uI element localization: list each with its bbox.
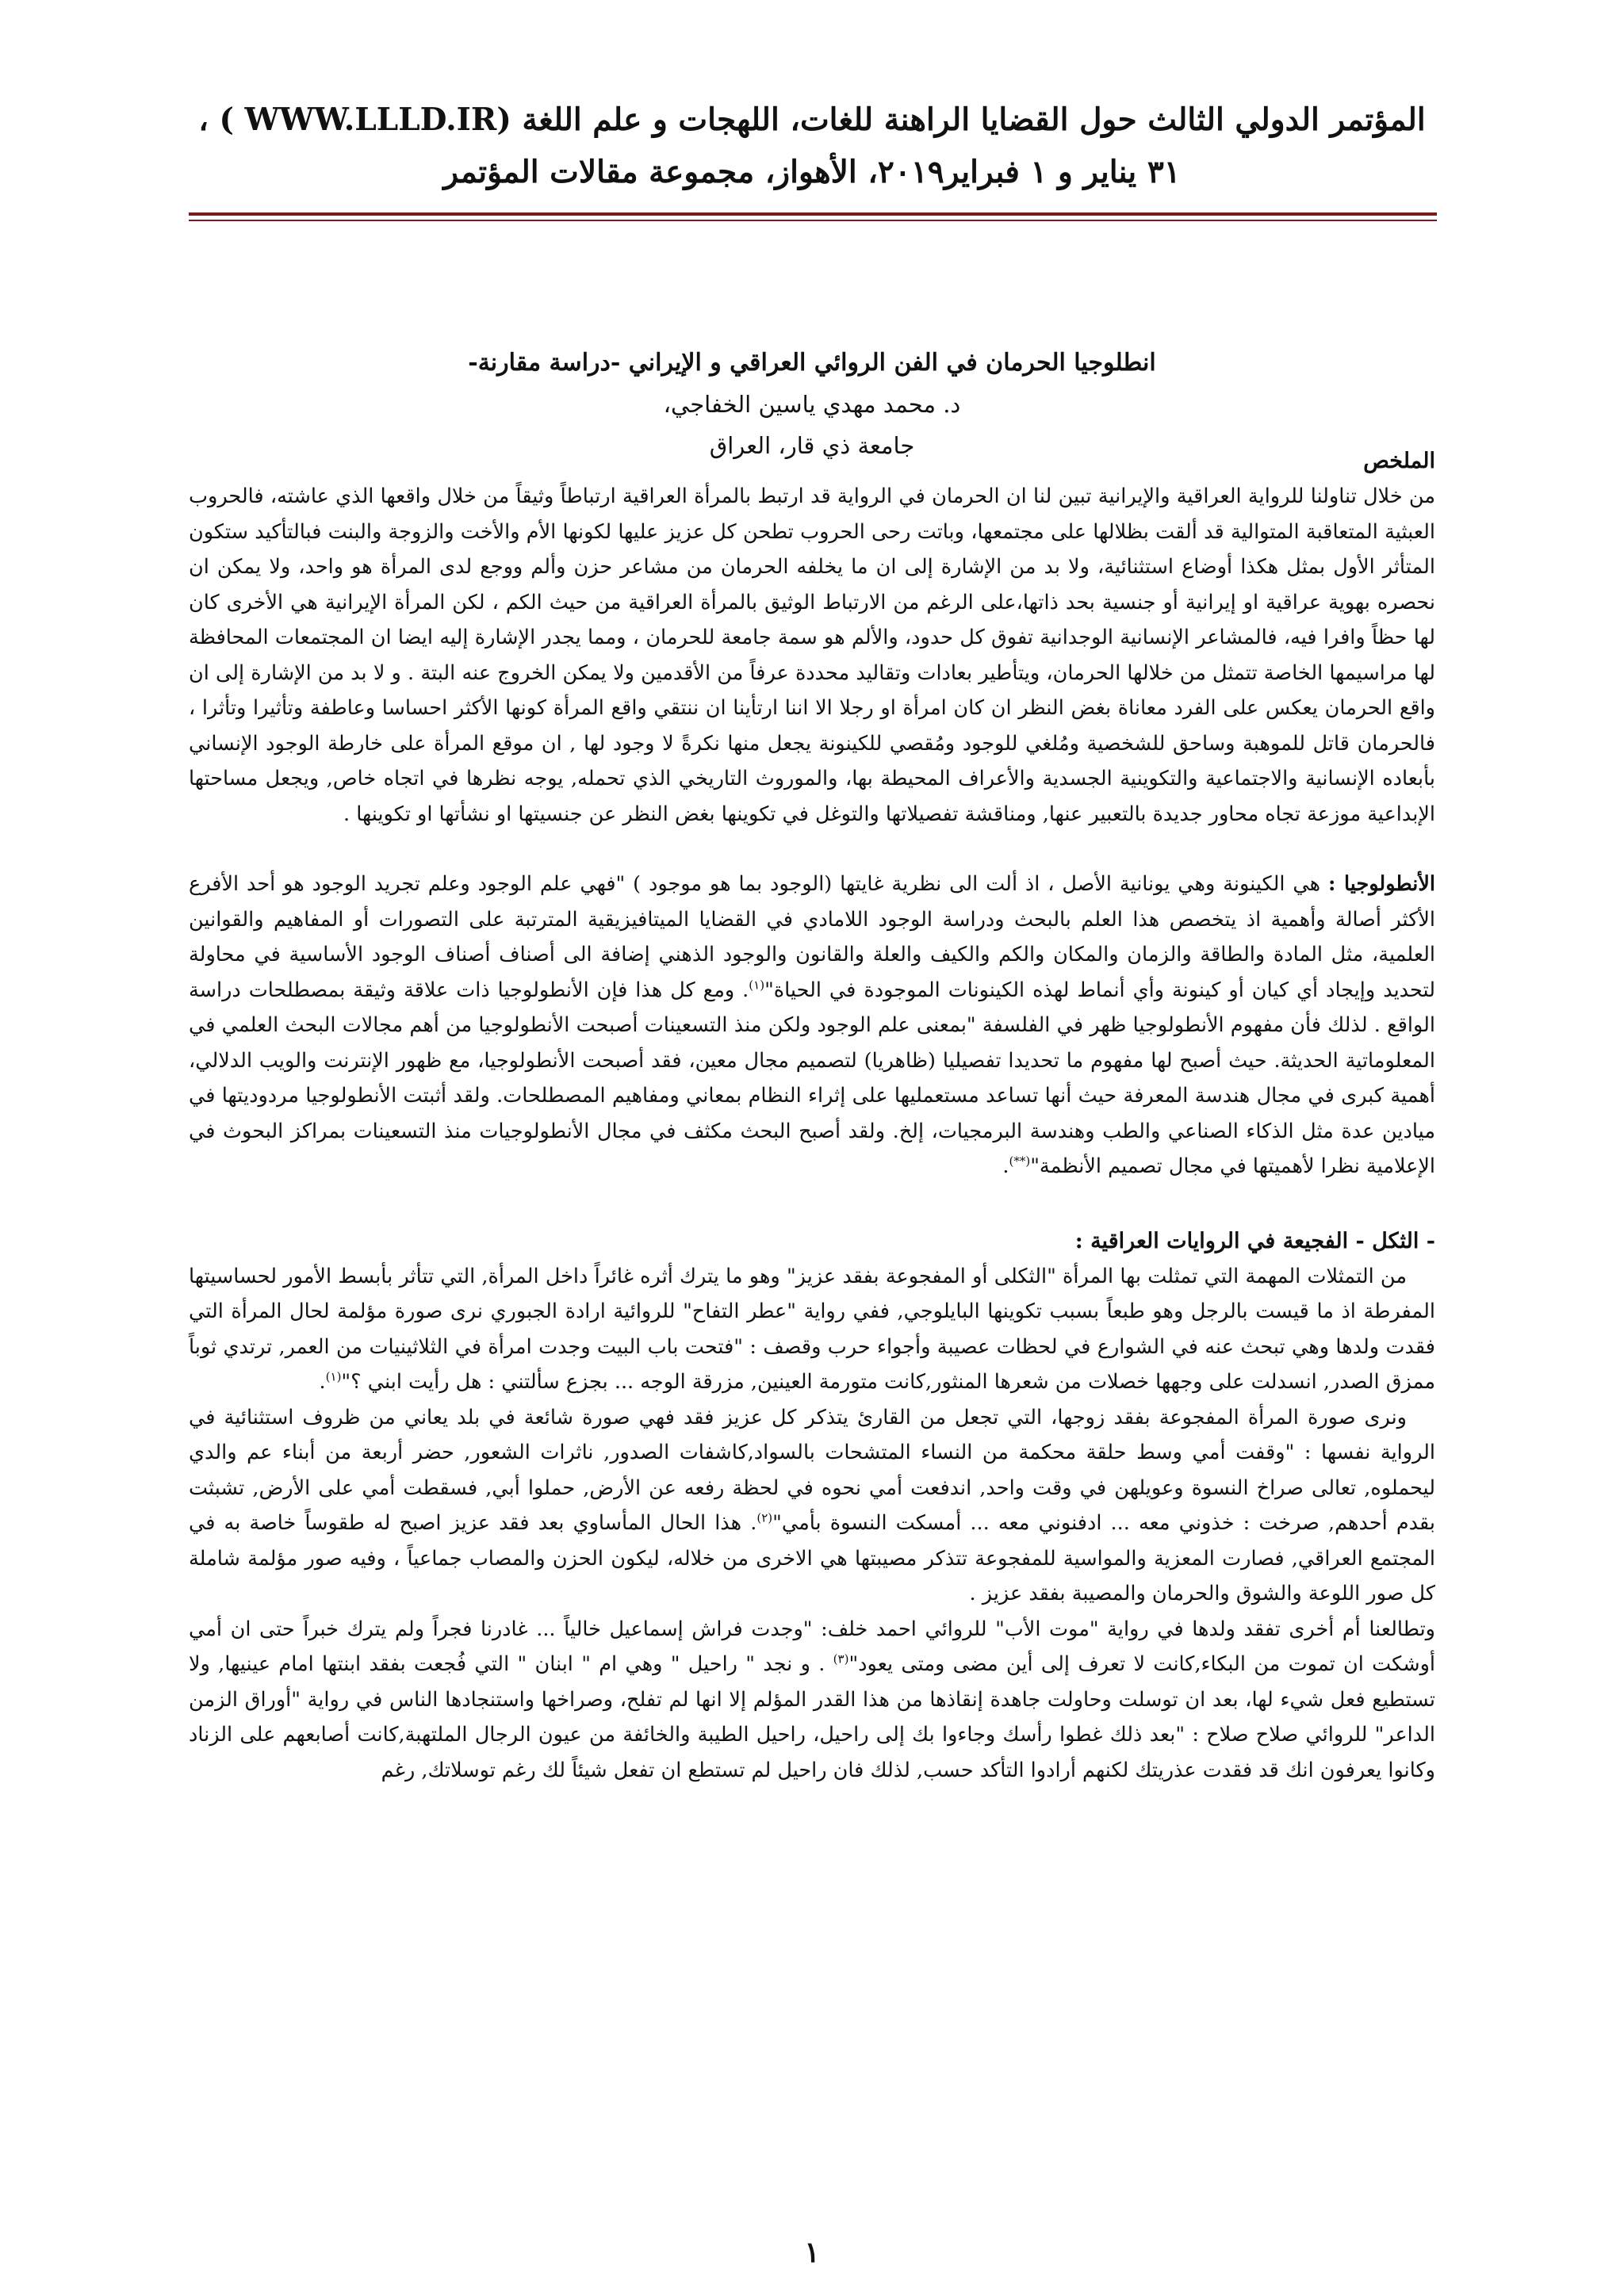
paragraph-text: من التمثلات المهمة التي تمثلت بها المرأة "الثكلى أو المفجوعة بفقد عزيز" وهو ما يترك أثره غائراً داخل المرأة, التي تتأثر بأبسط الأمور لحساسيتها المفرطة اذ ما قيست بالرجل وهو طبعاً بسبب تكوينها البايلوجي, ففي رواية "عطر التفاح" للروائية ارادة الجبوري نرى صورة مؤلمة لحال المرأة التي فقدت ولدها وهي تبحث عنه في الشوارع في لحظات عصيبة وأجواء حرب وقصف : "فتحت باب البيت وجدت امرأة في الثلاثينيات من العمر, ترتدي ثوباً ممزق الصدر, انسدلت على وجهها خصلات من شعرها المنثور,كانت متورمة العينين, مزرقة الوجه ... بجزع سألتني : هل رأيت ابني ؟": [189, 1264, 1435, 1394]
footnote-ref: (٣): [833, 1651, 849, 1667]
page-number: ۱: [804, 2236, 820, 2269]
paragraph-text: ونرى صورة المرأة المفجوعة بفقد زوجها، التي تجعل من القارئ يتذكر كل عزيز فقد فهي صورة شائعة في بلد يعاني من ظروف استثنائية في الرواية نفسها : "وقفت أمي وسط حلقة محكمة من النساء المتشحات بالسواد,كاشفات الصدور, ناثرات الشعور, حضر أربعة من أبناء عم والدي ليحملوه, تعالى صراخ النسوة وعويلهن في وقت واحد, اندفعت أمي نحوه في لحظة رفعه عن الأرض, حملوا أبي, فسقطت أمي على الأرض, تشبثت بقدم أحدهم, صرخت : خذوني معه ... ادفنوني معه ... أمسكت النسوة بأمي": [189, 1405, 1435, 1535]
section-paragraph-2: [189, 1400, 1435, 1612]
header-rule-thin: [189, 220, 1437, 221]
article-affiliation: جامعة ذي قار، العراق: [709, 432, 915, 459]
ontology-text: هي الكينونة وهي يونانية الأصل ، اذ ألت الى نظرية غايتها (الوجود بما هو موجود ) "فهي علم الوجود وعلم تجريد الوجود هو أحد الأفرع الأكثر أصالة وأهمية اذ يتخصص هذا العلم بالبحث ودراسة الوجود اللامادي في القضايا الميتافيزيقية المترتبة على التصورات أو المفاهيم والقوانين العلمية، مثل المادة والطاقة والزمان والمكان والكم والكيف والعلة والقانون والوجود الذهني إضافة الى أصناف أصناف الوجود الأساسية في محاولة لتحديد وإيجاد أي كيان أو كينونة وأي أنماط لهذه الكينونات الموجودة في الحياة": [189, 872, 1435, 1002]
footnote-ref: (١): [325, 1369, 342, 1384]
ontology-paragraph: [189, 867, 1435, 1184]
spacer: [189, 1184, 1435, 1224]
paragraph-text: وتطالعنا أم أخرى تفقد ولدها في رواية "موت الأب" للروائي احمد خلف: "وجدت فراش إسماعيل خالياً ... غادرنا فجراً ولم يترك خبراً حتى ان أمي أوشكت ان تموت من البكاء,كانت لا تعرف إلى أين مضى ومتى يعود": [189, 1617, 1435, 1676]
header-line-1: المؤتمر الدولي الثالث حول القضايا الراهنة للغات، اللهجات و علم اللغة (WWW.LLLD.IR ) ،: [198, 101, 1426, 138]
spacer: [189, 832, 1435, 867]
footnote-ref: (**): [1009, 1154, 1031, 1169]
paragraph-text: . هذا الحال المأساوي بعد فقد عزيز اصبح له طقوساً خاصة به في المجتمع العراقي, فصارت المعزية والمواسية للمفجوعة تتذكر مصيبتها هي الاخرى من خلاله، ليكون الحزن والمصاب جماعياً ، وفيه صور مؤلمة شاملة كل صور اللوعة والشوق والحرمان والمصيبة بفقد عزيز .: [189, 1511, 1435, 1605]
article-title: انطلوجيا الحرمان في الفن الروائي العراقي و الإيراني -دراسة مقارنة-: [468, 349, 1156, 377]
paragraph-text: .: [319, 1370, 326, 1394]
article-body: [189, 444, 1435, 1788]
section-heading: - الثكل - الفجيعة في الروايات العراقية :: [1074, 1228, 1435, 1253]
ontology-lead: الأنطولوجيا :: [1327, 872, 1436, 896]
abstract-paragraph: من خلال تناولنا للرواية العراقية والإيرانية تبين لنا ان الحرمان في الرواية قد ارتبط بالمرأة العراقية ارتباطاً وثيقاً من خلال واقعها الذي عاشته، فالحروب العبثية المتعاقبة المتوالية قد ألقت بظلالها على مجتمعها، وباتت رحى الحروب تطحن كل عزيز عليها لكونها الأم والأخت والزوجة والبنت فبالتأكيد ستكون المتأثر الأول بمثل هكذا أوضاع استثنائية، ولا بد من الإشارة إلى ان ما يخلفه الحرمان من مشاعر حزن وألم ووجع لدى المرأة هو واحد، ولا يمكن ان نحصره بهوية عراقية او إيرانية أو جنسية بحد ذاتها،على الرغم من الارتباط الوثيق بالمرأة العراقية من حيث الكم ، لكن المرأة الإيرانية هي الأخرى كان لها حظاً وافرا فيه، فالمشاعر الإنسانية الوجدانية تفوق كل حدود، والألم هو سمة جامعة للحرمان ، ومما يجدر الإشارة إليه ايضا ان المجتمعات المحافظة لها مراسيمها الخاصة تتمثل من خلالها الحرمان، ويتأطير بعادات وتقاليد محددة عرفاً من الأقدمين ولا يمكن الخروج عنه البتة . و لا بد من الإشارة إلى ان واقع الحرمان يعكس على الفرد معاناة بغض النظر ان كان امرأة او رجلا الا اننا ارتأينا ان ننتقي واقع المرأة كونها الأكثر احساسا وعاطفة وتأثيرا وتأثرا ، فالحرمان قاتل للموهبة وساحق للشخصية ومُلغي للوجود ومُقصي للكينونة يجعل منها نكرةً لا وجود لها , ان موقع المرأة على خارطة الوجود الإنساني بأبعاده الإنسانية والاجتماعية والتكوينية الجسدية والأعراف المحيطة بها، والموروث التاريخي الذي تحمله, يوجه نظرها في اتجاه خاص, ويجعل مساحتها الإبداعية موزعة تجاه محاور جديدة بالتعبير عنها, ومناقشة تفصيلاتها والتوغل في تكوينها بغض النظر عن جنسيتها او نشأتها او تكوينها .: [189, 484, 1435, 826]
section-paragraph-3: [189, 1612, 1435, 1789]
abstract-heading: الملخص: [1363, 449, 1435, 473]
footnote-ref: (٢): [756, 1510, 773, 1525]
paragraph-text: . و نجد " راحيل " وهي ام " ابنان " التي فُجعت بفقد ابنتها امام عينيها, ولا تستطيع فعل شيء لها، بعد ان توسلت وحاولت جاهدة إنقاذها من هذا القدر المؤلم إلا انها لم تفلح، وصراخها واستنجادها الناس في رواية "أوراق الزمن الداعر" للروائي صلاح صلاح : "بعد ذلك غطوا رأسك وجاءوا بك إلى راحيل، راحيل الطيبة والخائفة من عيون الرجال الملتهبة,كانت أصابعهم على الزناد وكانوا يعرفون انك قد فقدت عذريتك لكنهم أرادوا التأكد حسب, لذلك فان راحيل لم تستطع ان تفعل شيئاً لك رغم توسلاتك, رغم: [189, 1652, 1435, 1782]
footnote-ref: (١): [749, 978, 765, 992]
header-rule-thick: [189, 212, 1437, 216]
ontology-tail: .: [1002, 1154, 1009, 1178]
ontology-text-2: . ومع كل هذا فإن الأنطولوجيا ذات علاقة وثيقة بمصطلحات دراسة الواقع . لذلك فأن مفهوم الأنطولوجيا ظهر في الفلسفة "بمعنى علم الوجود ولكن منذ التسعينات أصبحت الأنطولوجيا من أهم مجالات البحث العلمي في المعلوماتية الحديثة. حيث أصبح لها مفهوم ما تحديدا تفصيليا (ظاهريا) لتصميم مجال معين، فقد أصبحت الأنطولوجيا، مع ظهور الإنترنت والويب الدلالي، أهمية كبرى في مجال هندسة المعرفة حيث أنها تساعد مستعمليها على إثراء النظام بمعاني ومفاهيم المصطلحات. ولقد أثبتت الأنطولوجيا مردوديتها في ميادين عدة مثل الذكاء الصناعي والطب وهندسة البرمجيات، إلخ. ولقد أصبح البحث مكثف في مجال الأنطولوجيات منذ التسعينات بمراكز البحوث في الإعلامية نظرا لأهميتها في مجال تصميم الأنظمة": [189, 978, 1435, 1178]
header-line-2: ۳۱ يناير و ۱ فبراير۲۰۱۹، الأهواز، مجموعة مقالات المؤتمر: [443, 154, 1181, 190]
section-paragraph-1: [189, 1259, 1435, 1400]
article-author: د. محمد مهدي ياسين الخفاجي،: [663, 391, 961, 418]
conference-header: [190, 94, 1434, 198]
